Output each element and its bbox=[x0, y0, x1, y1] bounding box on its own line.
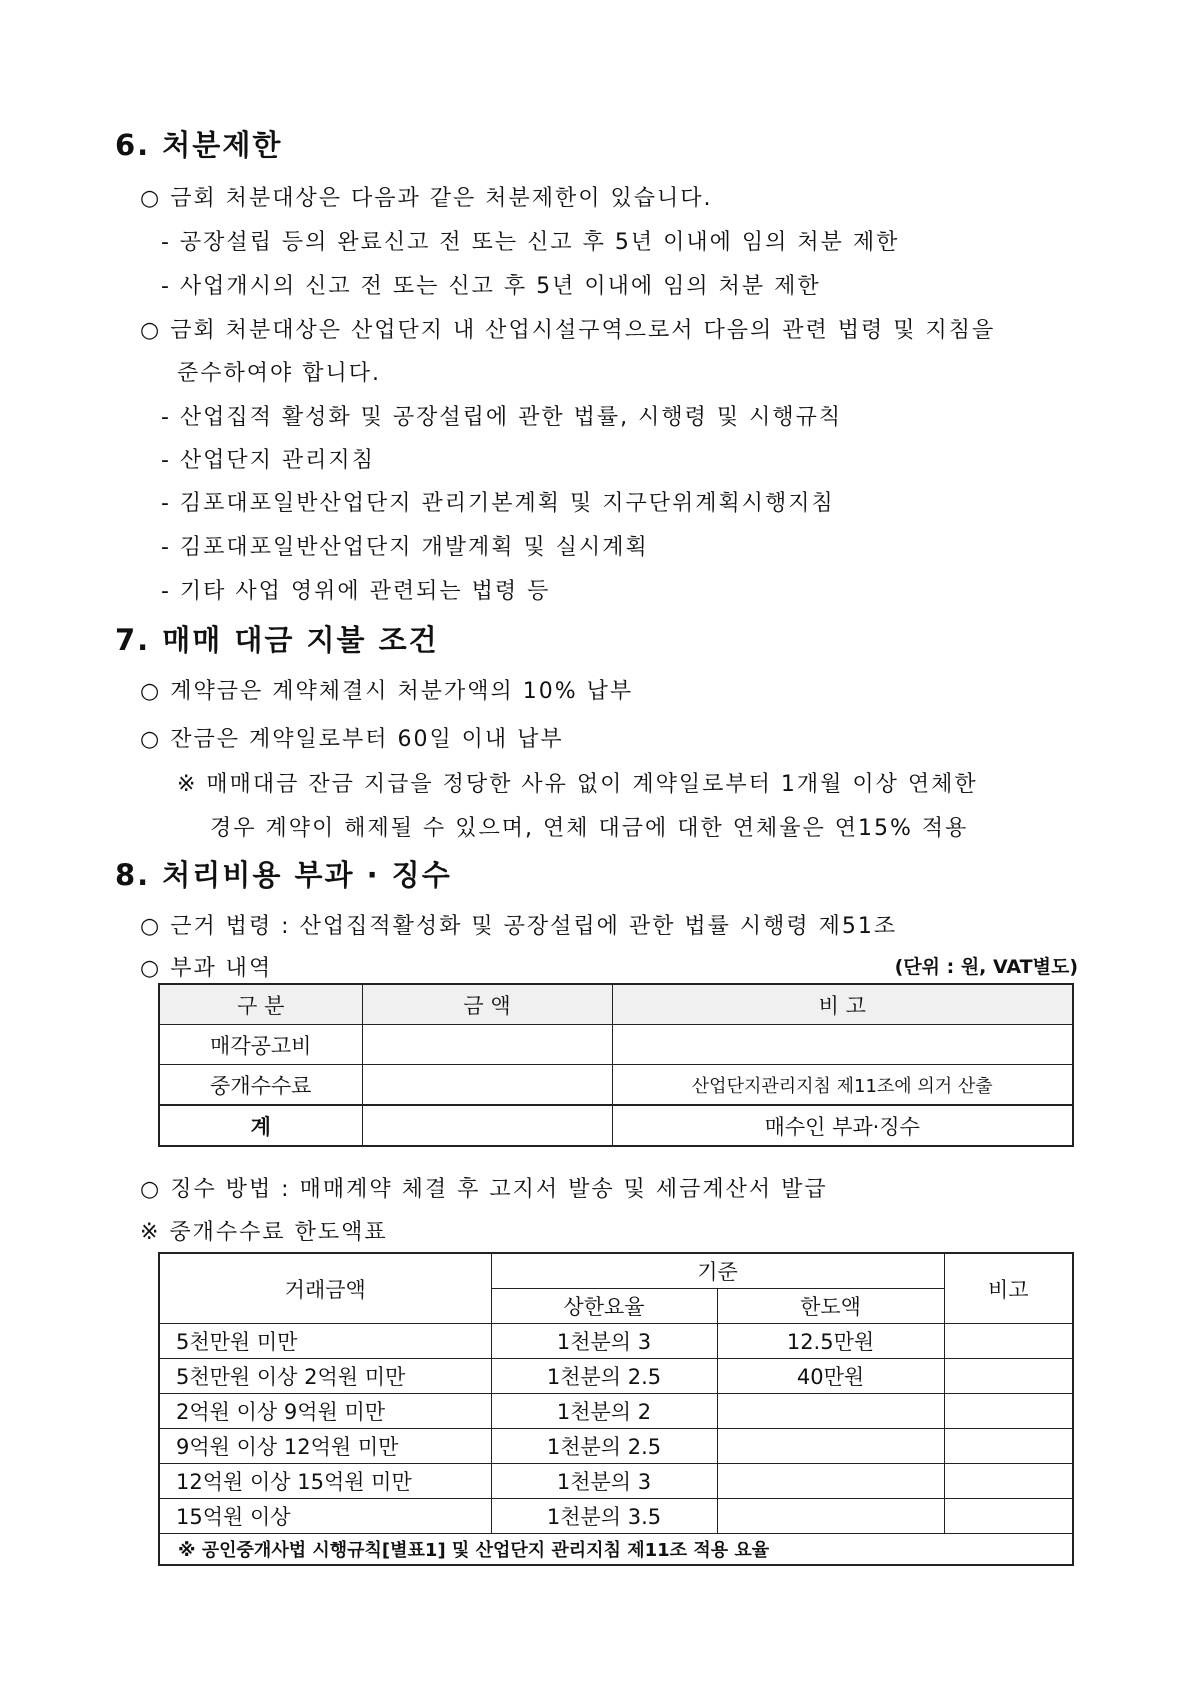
rate-table bbox=[158, 1252, 1074, 1566]
table-header-cell: 비고 bbox=[944, 1253, 1073, 1324]
section6-line: - 김포대포일반산업단지 개발계획 및 실시계획 bbox=[161, 535, 649, 560]
section6-title: 6. 처분제한 bbox=[115, 128, 283, 162]
section8-title: 8. 처리비용 부과 · 징수 bbox=[115, 858, 452, 892]
table-row bbox=[159, 1324, 1073, 1359]
section8-basis: ○ 근거 법령 : 산업집적활성화 및 공장설립에 관한 법률 시행령 제51조 bbox=[140, 914, 898, 939]
rate-limit bbox=[717, 1499, 944, 1534]
section8-details: ○ 부과 내역 bbox=[140, 956, 273, 981]
section6-line: 준수하여야 합니다. bbox=[177, 361, 382, 386]
section8-method: ○ 징수 방법 : 매매계약 체결 후 고지서 발송 및 세금계산서 발급 bbox=[140, 1177, 828, 1202]
rate-table-title: ※ 중개수수료 한도액표 bbox=[140, 1220, 388, 1245]
section6-line: - 산업단지 관리지침 bbox=[161, 448, 375, 473]
rate-amount: 9억원 이상 12억원 미만 bbox=[159, 1429, 491, 1464]
table-header-row bbox=[159, 984, 1073, 1025]
rate-note bbox=[944, 1429, 1073, 1464]
section6-line: - 공장설립 등의 완료신고 전 또는 신고 후 5년 이내에 임의 처분 제한 bbox=[161, 230, 900, 255]
rate-amount: 2억원 이상 9억원 미만 bbox=[159, 1394, 491, 1429]
fee-note: 매수인 부과·징수 bbox=[612, 1105, 1073, 1146]
rate-limit bbox=[717, 1429, 944, 1464]
section7-title: 7. 매매 대금 지불 조건 bbox=[115, 623, 439, 657]
rate-limit: 12.5만원 bbox=[717, 1324, 944, 1359]
rate-amount: 5천만원 미만 bbox=[159, 1324, 491, 1359]
fee-amount bbox=[362, 1105, 612, 1146]
table-row bbox=[159, 1359, 1073, 1394]
fee-note bbox=[612, 1025, 1073, 1065]
rate-amount: 15억원 이상 bbox=[159, 1499, 491, 1534]
section6-line: ○ 금회 처분대상은 산업단지 내 산업시설구역으로서 다음의 관련 법령 및 지침을 bbox=[140, 318, 996, 343]
rate-table-footnote: ※ 공인중개사법 시행규칙[별표1] 및 산업단지 관리지침 제11조 적용 요율 bbox=[159, 1534, 1073, 1566]
rate-limit: 40만원 bbox=[717, 1359, 944, 1394]
rate-value: 1천분의 3 bbox=[491, 1464, 717, 1499]
rate-note bbox=[944, 1499, 1073, 1534]
table-header-row bbox=[159, 1253, 1073, 1289]
rate-note bbox=[944, 1464, 1073, 1499]
section6-line: - 기타 사업 영위에 관련되는 법령 등 bbox=[161, 579, 551, 604]
table-row bbox=[159, 1394, 1073, 1429]
rate-limit bbox=[717, 1464, 944, 1499]
section7-line: ※ 매매대금 잔금 지급을 정당한 사유 없이 계약일로부터 1개월 이상 연체한 bbox=[177, 772, 978, 797]
section7-line: 경우 계약이 해제될 수 있으며, 연체 대금에 대한 연체율은 연15% 적용 bbox=[210, 816, 969, 841]
section6-line: - 사업개시의 신고 전 또는 신고 후 5년 이내에 임의 처분 제한 bbox=[161, 274, 821, 299]
table-header-cell: 한도액 bbox=[717, 1289, 944, 1324]
table-footnote-row bbox=[159, 1534, 1073, 1566]
table-row bbox=[159, 1464, 1073, 1499]
rate-value: 1천분의 2.5 bbox=[491, 1429, 717, 1464]
section6-line: - 산업집적 활성화 및 공장설립에 관한 법률, 시행령 및 시행규칙 bbox=[161, 405, 843, 430]
rate-note bbox=[944, 1394, 1073, 1429]
unit-label: (단위 : 원, VAT별도) bbox=[894, 956, 1078, 978]
table-row-total bbox=[159, 1105, 1073, 1146]
rate-note bbox=[944, 1359, 1073, 1394]
table-header-cell: 금 액 bbox=[362, 984, 612, 1025]
rate-amount: 5천만원 이상 2억원 미만 bbox=[159, 1359, 491, 1394]
table-header-cell: 거래금액 bbox=[159, 1253, 491, 1324]
table-row bbox=[159, 1065, 1073, 1106]
table-row bbox=[159, 1499, 1073, 1534]
section6-line: - 김포대포일반산업단지 관리기본계획 및 지구단위계획시행지침 bbox=[161, 491, 835, 516]
section7-line: ○ 계약금은 계약체결시 처분가액의 10% 납부 bbox=[140, 679, 634, 704]
fee-item: 매각공고비 bbox=[159, 1025, 362, 1065]
rate-value: 1천분의 2.5 bbox=[491, 1359, 717, 1394]
section7-line: ○ 잔금은 계약일로부터 60일 이내 납부 bbox=[140, 727, 564, 752]
fee-amount bbox=[362, 1065, 612, 1106]
table-header-cell: 구 분 bbox=[159, 984, 362, 1025]
fee-note: 산업단지관리지침 제11조에 의거 산출 bbox=[612, 1065, 1073, 1106]
rate-note bbox=[944, 1324, 1073, 1359]
table-row bbox=[159, 1025, 1073, 1065]
rate-amount: 12억원 이상 15억원 미만 bbox=[159, 1464, 491, 1499]
rate-value: 1천분의 2 bbox=[491, 1394, 717, 1429]
rate-value: 1천분의 3 bbox=[491, 1324, 717, 1359]
table-row bbox=[159, 1429, 1073, 1464]
section6-line: ○ 금회 처분대상은 다음과 같은 처분제한이 있습니다. bbox=[140, 186, 713, 211]
fee-item: 중개수수료 bbox=[159, 1065, 362, 1106]
fee-amount bbox=[362, 1025, 612, 1065]
rate-value: 1천분의 3.5 bbox=[491, 1499, 717, 1534]
fee-table bbox=[158, 983, 1074, 1147]
fee-item: 계 bbox=[159, 1105, 362, 1146]
rate-limit bbox=[717, 1394, 944, 1429]
table-header-cell: 기준 bbox=[491, 1253, 944, 1289]
table-header-cell: 상한요율 bbox=[491, 1289, 717, 1324]
table-header-cell: 비 고 bbox=[612, 984, 1073, 1025]
